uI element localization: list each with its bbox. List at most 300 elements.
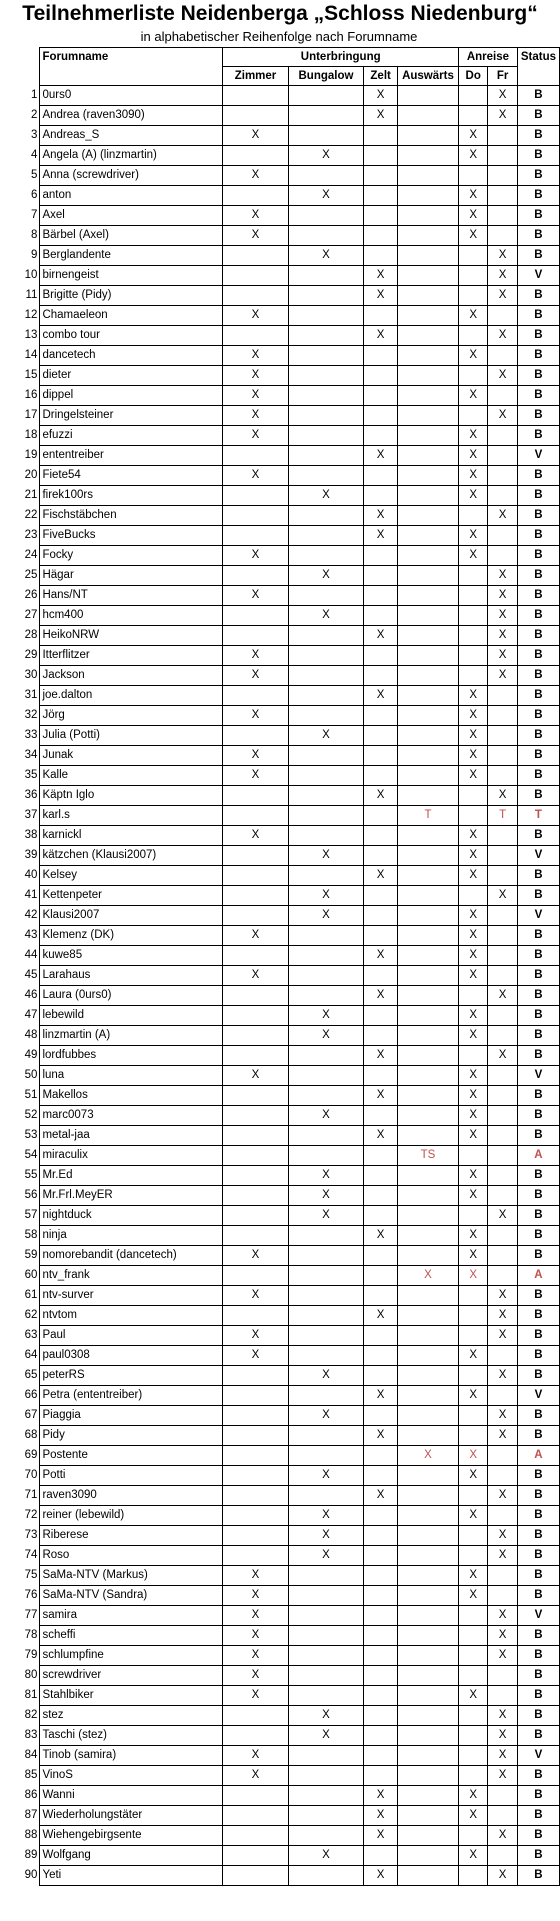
anreise-fr-cell: X xyxy=(488,326,517,346)
zimmer-cell xyxy=(223,1846,288,1866)
anreise-do-cell xyxy=(458,586,487,606)
auswaerts-cell xyxy=(397,686,458,706)
row-number-cell: 84 xyxy=(0,1746,40,1766)
auswaerts-cell xyxy=(397,546,458,566)
bungalow-cell xyxy=(288,1566,364,1586)
status-cell: B xyxy=(517,246,559,266)
table-row xyxy=(0,366,560,386)
auswaerts-cell xyxy=(397,626,458,646)
table-row xyxy=(0,1086,560,1106)
status-cell: B xyxy=(517,666,559,686)
auswaerts-cell xyxy=(397,226,458,246)
bungalow-cell xyxy=(288,1066,364,1086)
status-cell: B xyxy=(517,1786,559,1806)
auswaerts-cell xyxy=(397,386,458,406)
header-do: Do xyxy=(458,67,487,86)
anreise-fr-cell: X xyxy=(488,1746,517,1766)
auswaerts-cell xyxy=(397,426,458,446)
zimmer-cell xyxy=(223,1186,288,1206)
zelt-cell xyxy=(364,226,398,246)
status-cell: T xyxy=(517,806,559,826)
bungalow-cell xyxy=(288,666,364,686)
zimmer-cell xyxy=(223,806,288,826)
zelt-cell xyxy=(364,1366,398,1386)
forumname-cell: Roso xyxy=(40,1546,223,1566)
row-number-cell: 8 xyxy=(0,226,40,246)
auswaerts-cell xyxy=(397,886,458,906)
status-cell: B xyxy=(517,866,559,886)
zimmer-cell xyxy=(223,886,288,906)
zimmer-cell: X xyxy=(223,706,288,726)
anreise-fr-cell: X xyxy=(488,506,517,526)
anreise-do-cell: X xyxy=(458,846,487,866)
zimmer-cell: X xyxy=(223,586,288,606)
forumname-cell: samira xyxy=(40,1606,223,1626)
bungalow-cell xyxy=(288,86,364,106)
anreise-do-cell: X xyxy=(458,1466,487,1486)
anreise-do-cell: X xyxy=(458,1266,487,1286)
anreise-do-cell xyxy=(458,1826,487,1846)
zimmer-cell xyxy=(223,1526,288,1546)
anreise-fr-cell xyxy=(488,446,517,466)
participant-table xyxy=(0,47,560,1886)
zimmer-cell xyxy=(223,866,288,886)
status-cell: B xyxy=(517,86,559,106)
row-number-cell: 24 xyxy=(0,546,40,566)
status-cell: B xyxy=(517,986,559,1006)
anreise-fr-cell: X xyxy=(488,1326,517,1346)
header-auswaerts: Auswärts xyxy=(397,67,458,86)
bungalow-cell: X xyxy=(288,1466,364,1486)
anreise-fr-cell: X xyxy=(488,1626,517,1646)
bungalow-cell xyxy=(288,1826,364,1846)
row-number-cell: 58 xyxy=(0,1226,40,1246)
row-number-cell: 86 xyxy=(0,1786,40,1806)
anreise-fr-cell: X xyxy=(488,1406,517,1426)
row-number-cell: 20 xyxy=(0,466,40,486)
table-row xyxy=(0,426,560,446)
zelt-cell xyxy=(364,1546,398,1566)
auswaerts-cell xyxy=(397,586,458,606)
table-row xyxy=(0,1666,560,1686)
auswaerts-cell xyxy=(397,1286,458,1306)
status-cell: B xyxy=(517,1486,559,1506)
bungalow-cell: X xyxy=(288,1106,364,1126)
status-cell: B xyxy=(517,886,559,906)
anreise-fr-cell xyxy=(488,546,517,566)
auswaerts-cell xyxy=(397,466,458,486)
status-cell: B xyxy=(517,1246,559,1266)
anreise-fr-cell xyxy=(488,726,517,746)
auswaerts-cell xyxy=(397,326,458,346)
status-cell: B xyxy=(517,1586,559,1606)
row-number-cell: 9 xyxy=(0,246,40,266)
anreise-fr-cell xyxy=(488,766,517,786)
bungalow-cell xyxy=(288,686,364,706)
anreise-fr-cell xyxy=(488,906,517,926)
status-cell: B xyxy=(517,1006,559,1026)
row-number-cell: 32 xyxy=(0,706,40,726)
header-row-groups xyxy=(0,48,560,67)
zimmer-cell: X xyxy=(223,306,288,326)
anreise-do-cell: X xyxy=(458,906,487,926)
status-cell: B xyxy=(517,746,559,766)
status-cell: B xyxy=(517,226,559,246)
bungalow-cell: X xyxy=(288,146,364,166)
zimmer-cell xyxy=(223,246,288,266)
anreise-fr-cell: X xyxy=(488,86,517,106)
anreise-fr-cell xyxy=(488,1666,517,1686)
zelt-cell: X xyxy=(364,1226,398,1246)
zimmer-cell xyxy=(223,606,288,626)
status-cell: V xyxy=(517,1386,559,1406)
row-number-cell: 6 xyxy=(0,186,40,206)
zelt-cell xyxy=(364,486,398,506)
zimmer-cell xyxy=(223,266,288,286)
status-cell: B xyxy=(517,966,559,986)
auswaerts-cell xyxy=(397,846,458,866)
status-cell: V xyxy=(517,1606,559,1626)
zimmer-cell xyxy=(223,186,288,206)
forumname-cell: Klausi2007 xyxy=(40,906,223,926)
zimmer-cell xyxy=(223,1126,288,1146)
bungalow-cell xyxy=(288,386,364,406)
anreise-fr-cell: X xyxy=(488,886,517,906)
row-number-cell: 68 xyxy=(0,1426,40,1446)
bungalow-cell xyxy=(288,1286,364,1306)
zelt-cell xyxy=(364,426,398,446)
zelt-cell xyxy=(364,146,398,166)
row-number-cell: 22 xyxy=(0,506,40,526)
zelt-cell: X xyxy=(364,866,398,886)
bungalow-cell: X xyxy=(288,906,364,926)
zelt-cell xyxy=(364,1106,398,1126)
auswaerts-cell xyxy=(397,206,458,226)
zimmer-cell xyxy=(223,1866,288,1886)
anreise-do-cell xyxy=(458,106,487,126)
anreise-do-cell: X xyxy=(458,206,487,226)
row-number-cell: 55 xyxy=(0,1166,40,1186)
anreise-fr-cell xyxy=(488,1586,517,1606)
anreise-fr-cell xyxy=(488,486,517,506)
table-row xyxy=(0,1406,560,1426)
status-cell: B xyxy=(517,506,559,526)
header-forumname: Forumname xyxy=(40,48,223,86)
table-row xyxy=(0,1226,560,1246)
zimmer-cell: X xyxy=(223,646,288,666)
forumname-cell: 0urs0 xyxy=(40,86,223,106)
auswaerts-cell xyxy=(397,1386,458,1406)
forumname-cell: kätzchen (Klausi2007) xyxy=(40,846,223,866)
auswaerts-cell xyxy=(397,1406,458,1426)
forumname-cell: nomorebandit (dancetech) xyxy=(40,1246,223,1266)
auswaerts-cell xyxy=(397,826,458,846)
table-row xyxy=(0,1826,560,1846)
table-row xyxy=(0,666,560,686)
anreise-do-cell xyxy=(458,626,487,646)
status-cell: B xyxy=(517,1106,559,1126)
bungalow-cell xyxy=(288,1326,364,1346)
table-row xyxy=(0,186,560,206)
zelt-cell: X xyxy=(364,1046,398,1066)
forumname-cell: SaMa-NTV (Sandra) xyxy=(40,1586,223,1606)
status-cell: B xyxy=(517,1326,559,1346)
auswaerts-cell: TS xyxy=(397,1146,458,1166)
row-number-cell: 30 xyxy=(0,666,40,686)
row-number-cell: 70 xyxy=(0,1466,40,1486)
zelt-cell xyxy=(364,1526,398,1546)
bungalow-cell xyxy=(288,1306,364,1326)
auswaerts-cell xyxy=(397,166,458,186)
auswaerts-cell xyxy=(397,1006,458,1026)
status-cell: A xyxy=(517,1146,559,1166)
zimmer-cell xyxy=(223,846,288,866)
zelt-cell xyxy=(364,186,398,206)
table-row xyxy=(0,1806,560,1826)
table-row xyxy=(0,466,560,486)
anreise-do-cell xyxy=(458,1866,487,1886)
anreise-do-cell xyxy=(458,986,487,1006)
auswaerts-cell xyxy=(397,786,458,806)
auswaerts-cell xyxy=(397,1746,458,1766)
table-row xyxy=(0,866,560,886)
auswaerts-cell xyxy=(397,1426,458,1446)
row-number-cell: 47 xyxy=(0,1006,40,1026)
forumname-cell: Mr.Ed xyxy=(40,1166,223,1186)
row-number-cell: 77 xyxy=(0,1606,40,1626)
forumname-cell: Anna (screwdriver) xyxy=(40,166,223,186)
table-row xyxy=(0,1206,560,1226)
forumname-cell: Wiehengebirgsente xyxy=(40,1826,223,1846)
anreise-fr-cell: X xyxy=(488,1206,517,1226)
zimmer-cell: X xyxy=(223,666,288,686)
table-row xyxy=(0,606,560,626)
status-cell: B xyxy=(517,1306,559,1326)
zelt-cell xyxy=(364,606,398,626)
row-number-cell: 41 xyxy=(0,886,40,906)
forumname-cell: combo tour xyxy=(40,326,223,346)
status-cell: B xyxy=(517,826,559,846)
forumname-cell: stez xyxy=(40,1706,223,1726)
anreise-do-cell xyxy=(458,246,487,266)
bungalow-cell: X xyxy=(288,1006,364,1026)
zimmer-cell xyxy=(223,1806,288,1826)
auswaerts-cell xyxy=(397,866,458,886)
anreise-fr-cell xyxy=(488,1066,517,1086)
zimmer-cell xyxy=(223,526,288,546)
zimmer-cell: X xyxy=(223,206,288,226)
zelt-cell xyxy=(364,1646,398,1666)
bungalow-cell: X xyxy=(288,886,364,906)
forumname-cell: metal-jaa xyxy=(40,1126,223,1146)
zelt-cell xyxy=(364,306,398,326)
anreise-fr-cell xyxy=(488,166,517,186)
header-zimmer: Zimmer xyxy=(223,67,288,86)
auswaerts-cell xyxy=(397,706,458,726)
row-number-cell: 62 xyxy=(0,1306,40,1326)
zelt-cell xyxy=(364,926,398,946)
table-row xyxy=(0,386,560,406)
zimmer-cell: X xyxy=(223,746,288,766)
zelt-cell xyxy=(364,666,398,686)
anreise-do-cell xyxy=(458,1666,487,1686)
bungalow-cell xyxy=(288,1386,364,1406)
status-cell: B xyxy=(517,306,559,326)
anreise-do-cell xyxy=(458,806,487,826)
page-subtitle: in alphabetischer Reihenfolge nach Forumname xyxy=(140,29,418,44)
forumname-cell: lebewild xyxy=(40,1006,223,1026)
zelt-cell xyxy=(364,1326,398,1346)
forumname-cell: Käptn Iglo xyxy=(40,786,223,806)
zelt-cell: X xyxy=(364,946,398,966)
anreise-fr-cell: X xyxy=(488,566,517,586)
forumname-cell: Mr.Frl.MeyER xyxy=(40,1186,223,1206)
status-cell: A xyxy=(517,1266,559,1286)
forumname-cell: karl.s xyxy=(40,806,223,826)
zimmer-cell xyxy=(223,1026,288,1046)
forumname-cell: nightduck xyxy=(40,1206,223,1226)
bungalow-cell xyxy=(288,586,364,606)
zelt-cell xyxy=(364,966,398,986)
zimmer-cell: X xyxy=(223,1286,288,1306)
zelt-cell xyxy=(364,846,398,866)
row-number-cell: 82 xyxy=(0,1706,40,1726)
anreise-fr-cell xyxy=(488,1446,517,1466)
row-number-cell: 15 xyxy=(0,366,40,386)
anreise-fr-cell xyxy=(488,426,517,446)
anreise-fr-cell xyxy=(488,226,517,246)
zimmer-cell: X xyxy=(223,346,288,366)
bungalow-cell: X xyxy=(288,1366,364,1386)
status-cell: B xyxy=(517,706,559,726)
status-cell: B xyxy=(517,1626,559,1646)
forumname-cell: joe.dalton xyxy=(40,686,223,706)
table-row xyxy=(0,1846,560,1866)
table-row xyxy=(0,1026,560,1046)
row-number-cell: 64 xyxy=(0,1346,40,1366)
zimmer-cell: X xyxy=(223,1686,288,1706)
anreise-do-cell xyxy=(458,286,487,306)
status-cell: B xyxy=(517,1426,559,1446)
zelt-cell xyxy=(364,1006,398,1026)
anreise-do-cell: X xyxy=(458,1506,487,1526)
forumname-cell: lordfubbes xyxy=(40,1046,223,1066)
bungalow-cell xyxy=(288,466,364,486)
bungalow-cell: X xyxy=(288,1406,364,1426)
anreise-do-cell: X xyxy=(458,1086,487,1106)
zelt-cell: X xyxy=(364,506,398,526)
table-row xyxy=(0,946,560,966)
anreise-fr-cell: T xyxy=(488,806,517,826)
auswaerts-cell xyxy=(397,1726,458,1746)
auswaerts-cell xyxy=(397,266,458,286)
row-number-cell: 39 xyxy=(0,846,40,866)
anreise-do-cell: X xyxy=(458,1006,487,1026)
row-number-cell: 63 xyxy=(0,1326,40,1346)
table-row xyxy=(0,1486,560,1506)
table-row xyxy=(0,226,560,246)
auswaerts-cell xyxy=(397,666,458,686)
bungalow-cell: X xyxy=(288,1546,364,1566)
table-row xyxy=(0,1566,560,1586)
status-cell: V xyxy=(517,1746,559,1766)
table-row xyxy=(0,1366,560,1386)
zimmer-cell: X xyxy=(223,466,288,486)
anreise-do-cell xyxy=(458,606,487,626)
anreise-do-cell: X xyxy=(458,546,487,566)
row-number-cell: 37 xyxy=(0,806,40,826)
row-number-cell: 14 xyxy=(0,346,40,366)
status-cell: B xyxy=(517,206,559,226)
bungalow-cell xyxy=(288,986,364,1006)
forumname-cell: anton xyxy=(40,186,223,206)
zimmer-cell: X xyxy=(223,766,288,786)
bungalow-cell xyxy=(288,806,364,826)
anreise-do-cell xyxy=(458,1766,487,1786)
bungalow-cell xyxy=(288,866,364,886)
status-cell: B xyxy=(517,286,559,306)
forumname-cell: peterRS xyxy=(40,1366,223,1386)
auswaerts-cell xyxy=(397,286,458,306)
anreise-do-cell: X xyxy=(458,766,487,786)
table-row xyxy=(0,306,560,326)
anreise-do-cell: X xyxy=(458,946,487,966)
status-cell: B xyxy=(517,1026,559,1046)
bungalow-cell xyxy=(288,1746,364,1766)
forumname-cell: Fiete54 xyxy=(40,466,223,486)
zimmer-cell: X xyxy=(223,1606,288,1626)
status-cell: B xyxy=(517,1406,559,1426)
zelt-cell: X xyxy=(364,106,398,126)
row-number-cell: 25 xyxy=(0,566,40,586)
zelt-cell xyxy=(364,826,398,846)
zimmer-cell: X xyxy=(223,126,288,146)
anreise-fr-cell xyxy=(488,306,517,326)
zimmer-cell xyxy=(223,1306,288,1326)
zelt-cell xyxy=(364,906,398,926)
forumname-cell: kuwe85 xyxy=(40,946,223,966)
zimmer-cell xyxy=(223,686,288,706)
anreise-fr-cell xyxy=(488,146,517,166)
bungalow-cell: X xyxy=(288,726,364,746)
anreise-fr-cell xyxy=(488,1786,517,1806)
zimmer-cell xyxy=(223,1546,288,1566)
forumname-cell: Focky xyxy=(40,546,223,566)
header-anreise: Anreise xyxy=(458,48,517,67)
row-number-cell: 33 xyxy=(0,726,40,746)
zimmer-cell: X xyxy=(223,1066,288,1086)
forumname-cell: Kalle xyxy=(40,766,223,786)
zimmer-cell: X xyxy=(223,1566,288,1586)
zimmer-cell xyxy=(223,1726,288,1746)
zelt-cell xyxy=(364,746,398,766)
zimmer-cell: X xyxy=(223,826,288,846)
anreise-fr-cell xyxy=(488,206,517,226)
bungalow-cell: X xyxy=(288,1026,364,1046)
zelt-cell xyxy=(364,646,398,666)
anreise-do-cell: X xyxy=(458,1346,487,1366)
anreise-fr-cell xyxy=(488,1006,517,1026)
bungalow-cell: X xyxy=(288,1166,364,1186)
table-row xyxy=(0,406,560,426)
status-cell: B xyxy=(517,1726,559,1746)
bungalow-cell xyxy=(288,366,364,386)
zimmer-cell: X xyxy=(223,1586,288,1606)
zimmer-cell xyxy=(223,1146,288,1166)
forumname-cell: ntv_frank xyxy=(40,1266,223,1286)
status-cell: B xyxy=(517,1646,559,1666)
anreise-fr-cell xyxy=(488,706,517,726)
